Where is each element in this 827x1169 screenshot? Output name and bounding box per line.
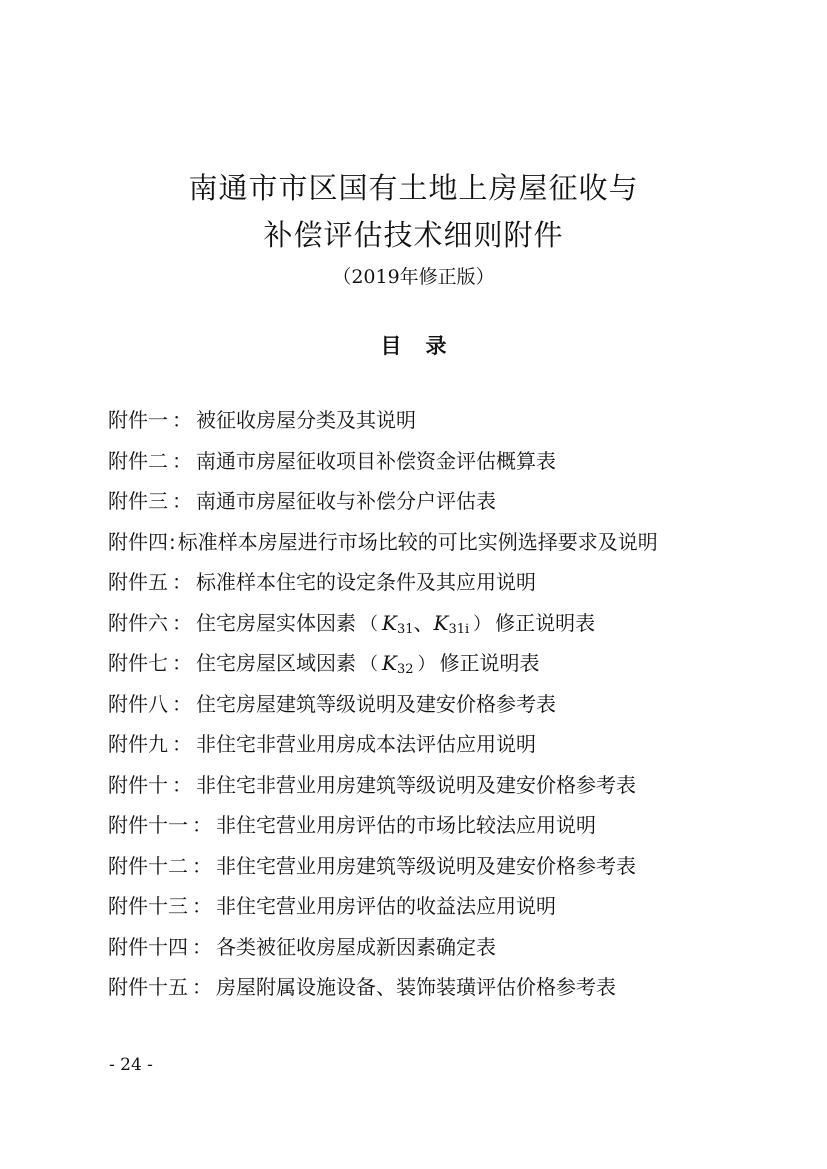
toc-item-separator: ： [192, 894, 212, 918]
coefficient-symbol: K [382, 651, 397, 675]
coefficient-k31 [382, 611, 414, 635]
page-number: - 24 - [109, 1055, 153, 1075]
coefficient-subscript: 31 [396, 621, 414, 637]
toc-item-label: 附件八 [108, 691, 168, 716]
toc-item-label: 附件十四 [108, 934, 188, 959]
coefficient-k31i [434, 611, 470, 635]
toc-item-text: 南通市房屋征收与补偿分户评估表 [196, 489, 496, 513]
toc-item-text: 标准样本住宅的设定条件及其应用说明 [196, 570, 536, 594]
coefficient-symbol: K [382, 610, 397, 635]
coefficient-subscript: 32 [396, 662, 414, 677]
document-title-line-2: 补偿评估技术细则附件 [263, 218, 564, 252]
toc-item-6 [108, 607, 658, 648]
open-paren: （ [360, 654, 378, 675]
table-of-contents [108, 404, 658, 1012]
toc-item-separator: ： [172, 651, 192, 675]
toc-item-separator: ： [172, 408, 192, 432]
coefficient-symbol: K [433, 610, 449, 635]
toc-item-1 [108, 404, 658, 445]
toc-item-text: 被征收房屋分类及其说明 [196, 408, 416, 432]
toc-item-2 [108, 445, 658, 486]
toc-item-label: 附件十二 [108, 853, 188, 878]
toc-item-label: 附件五 [108, 570, 168, 594]
toc-heading-char-1: 目 [380, 334, 402, 358]
toc-item-separator: ： [172, 489, 192, 513]
toc-heading-char-2: 录 [425, 334, 447, 358]
toc-item-7 [108, 647, 658, 688]
open-paren: （ [360, 613, 378, 635]
toc-item-label: 附件六 [108, 610, 168, 635]
toc-item-15 [108, 971, 658, 1012]
toc-heading [0, 330, 827, 360]
toc-item-label: 附件二 [108, 448, 168, 473]
coefficient-k32 [382, 651, 414, 675]
toc-item-text: 非住宅非营业用房成本法评估应用说明 [196, 732, 536, 756]
toc-item-separator: ： [172, 570, 192, 594]
close-paren: ） [417, 654, 436, 675]
document-subtitle: （2019年修正版） [332, 266, 495, 288]
coefficient-subscript: 31i [448, 621, 470, 637]
toc-item-label: 附件十五 [108, 975, 188, 999]
toc-item-separator: ： [192, 975, 212, 999]
toc-item-separator: : [169, 529, 176, 554]
toc-item-label: 附件十一 [108, 813, 188, 837]
toc-item-text: 标准样本房屋进行市场比较的可比实例选择要求及说明 [177, 529, 658, 554]
toc-item-text: 住宅房屋建筑等级说明及建安价格参考表 [196, 691, 556, 716]
toc-item-label: 附件十三 [108, 894, 188, 918]
toc-item-text-suffix: 修正说明表 [495, 610, 596, 635]
toc-item-text: 南通市房屋征收项目补偿资金评估概算表 [196, 448, 556, 473]
toc-item-label: 附件三 [108, 489, 168, 513]
toc-item-13 [108, 890, 658, 931]
toc-item-label: 附件七 [108, 651, 168, 675]
toc-item-label: 附件四 [108, 529, 168, 554]
toc-item-text-suffix: 修正说明表 [439, 651, 540, 675]
toc-item-text: 非住宅营业用房评估的收益法应用说明 [216, 894, 556, 918]
toc-item-separator: ： [172, 732, 192, 756]
toc-item-label: 附件一 [108, 408, 168, 432]
toc-item-separator: ： [172, 610, 192, 635]
toc-item-5 [108, 566, 658, 607]
toc-item-text: 各类被征收房屋成新因素确定表 [216, 934, 496, 959]
toc-item-9 [108, 728, 658, 769]
enumeration-comma: 、 [413, 610, 434, 635]
toc-item-separator: ： [172, 448, 192, 473]
toc-item-12 [108, 850, 658, 891]
document-title-line-1: 南通市市区国有土地上房屋征收与 [188, 171, 639, 205]
toc-item-label: 附件九 [108, 732, 168, 756]
toc-item-separator: ： [172, 772, 192, 797]
toc-item-separator: ： [172, 691, 192, 716]
close-paren: ） [473, 613, 492, 635]
toc-item-8 [108, 688, 658, 729]
toc-item-14 [108, 931, 658, 972]
toc-item-text: 住宅房屋区域因素 [196, 651, 356, 675]
toc-item-4 [108, 526, 658, 567]
toc-item-text: 非住宅非营业用房建筑等级说明及建安价格参考表 [196, 772, 636, 797]
toc-item-3 [108, 485, 658, 526]
toc-item-label: 附件十 [108, 772, 168, 797]
toc-item-separator: ： [192, 934, 212, 959]
toc-item-text: 房屋附属设施设备、装饰装璜评估价格参考表 [216, 975, 616, 999]
toc-item-11 [108, 809, 658, 850]
toc-item-10 [108, 769, 658, 810]
toc-item-text: 住宅房屋实体因素 [196, 610, 356, 635]
toc-item-separator: ： [192, 813, 212, 837]
toc-item-text: 非住宅营业用房建筑等级说明及建安价格参考表 [216, 853, 636, 878]
toc-item-text: 非住宅营业用房评估的市场比较法应用说明 [216, 813, 596, 837]
toc-item-separator: ： [192, 853, 212, 878]
